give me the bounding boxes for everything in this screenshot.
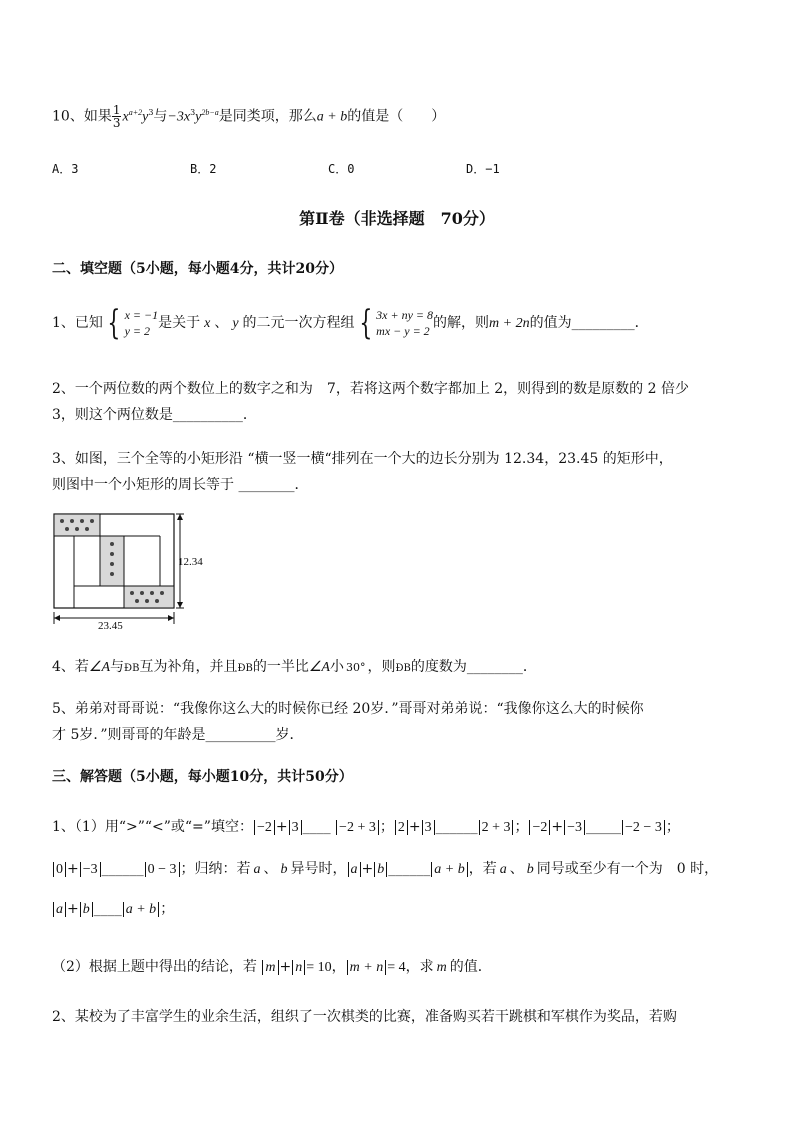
abs-value: −2 [254, 820, 275, 835]
fill-question-3-line2: 则图中一个小矩形的周长等于 ________． [52, 477, 309, 493]
abs-value: −3 [564, 820, 585, 835]
abs-value: 0 − 3 [145, 862, 180, 877]
separator: ； [160, 901, 175, 917]
fill-question-5-line1: 5、弟弟对哥哥说：“我像你这么大的时候你已经 20岁．”哥哥对弟弟说：“我像你这么大的时候你 [52, 701, 644, 717]
fill-question-2-line2: 3，则这个两位数是__________． [52, 407, 257, 423]
variable: b [526, 862, 534, 877]
separator: ； [665, 819, 680, 835]
fill4-text: 与 [110, 659, 125, 675]
expression: m + 2n [489, 316, 530, 331]
term: −3x [167, 109, 191, 125]
solve1-text: 异号时， [290, 861, 347, 877]
abs-value: m [262, 960, 278, 975]
question-10 [52, 104, 445, 129]
abs-value: −3 [80, 862, 101, 877]
solve-question-2-line1: 2、某校为了丰富学生的业余生活，组织了一次棋类的比赛，准备购买若干跳棋和军棋作为奖品，若购 [52, 1009, 677, 1025]
q10-text: 与 [153, 108, 168, 125]
abs-value: 3 [289, 820, 302, 835]
separator: 、 [509, 861, 524, 877]
variable: a [499, 862, 507, 877]
fraction: $\frac{1}{3}$ [112, 103, 121, 130]
abs-value: 2 + 3 [479, 820, 514, 835]
solve1-text: 1、（1）用“>”“<”或“=”填空： [52, 819, 253, 835]
abs-value: m + n [347, 960, 387, 975]
blank: ____ [93, 901, 122, 917]
angle: ÐB [237, 663, 253, 674]
equation: 3x + ny = 8 [376, 308, 434, 322]
equation: x = −1 [124, 308, 159, 322]
fill1-text: 1、已知 [52, 315, 103, 331]
rectangle-figure [52, 512, 232, 638]
solve1-text: 的值． [449, 959, 492, 975]
solve1-text: 同号或至少有一个为 0 时， [536, 861, 719, 877]
fill4-text: 的度数为________． [410, 659, 537, 675]
variable: m [436, 960, 447, 975]
exponent: a+2 [128, 107, 143, 117]
q10-prefix: 10、如果 [52, 108, 112, 125]
solve1-text: ；归纳：若 [180, 861, 251, 877]
abs-value: 3 [422, 820, 435, 835]
plus-sign: + [408, 819, 421, 835]
angle: ∠A [308, 660, 330, 675]
blank: ____ [302, 819, 331, 835]
option-c: C．0 [328, 162, 355, 176]
abs-value: a + b [431, 862, 467, 877]
fill-question-3-line1: 3、如图，三个全等的小矩形沿 “横一竖一横“排列在一个大的边长分别为 12.34，23.45 的矩形中， [52, 451, 673, 467]
plus-sign: + [67, 861, 79, 877]
abs-value: a [348, 862, 361, 877]
abs-value: a + b [123, 902, 159, 917]
equation-value: = 10 [306, 960, 332, 975]
variable: y [232, 316, 239, 331]
abs-value: n [292, 960, 305, 975]
solve-question-1-part2 [52, 956, 492, 976]
q10-text: 的值是（ ） [347, 108, 446, 125]
solve1-text: ，求 [405, 959, 434, 975]
degree-value: 30° [345, 661, 366, 674]
option-a: A．3 [52, 162, 79, 176]
abs-value: b [374, 862, 387, 877]
angle: ÐB [395, 663, 411, 674]
plus-sign: + [67, 901, 79, 917]
option-b: B．2 [190, 162, 217, 176]
q10-text: 是同类项，那么 [218, 108, 317, 125]
section3-title: 三、解答题（5小题，每小题10分，共计50分） [52, 769, 353, 785]
term: y [195, 109, 202, 125]
brace-icon: { [107, 303, 121, 343]
brace-icon: { [358, 303, 372, 343]
exponent: 3 [190, 107, 196, 117]
blank: _____ [586, 819, 622, 835]
plus-sign: + [551, 819, 564, 835]
fill-question-2-line1: 2、一个两位数的两个数位上的数字之和为 7，若将这两个数字都加上 2，则得到的数是原数的 2 倍少 [52, 381, 689, 397]
abs-value: −2 + 3 [336, 820, 379, 835]
solve-question-1-line2 [52, 858, 718, 878]
blank: ______ [101, 861, 144, 877]
exponent: 3 [148, 107, 154, 117]
section2-title: 二、填空题（5小题，每小题4分，共计20分） [52, 261, 343, 277]
plus-sign: + [279, 959, 292, 975]
fill-question-1 [52, 303, 649, 343]
fill4-text: 互为补角，并且 [139, 659, 238, 675]
variable: b [280, 862, 288, 877]
angle: ÐB [124, 663, 140, 674]
term: x [122, 109, 129, 125]
height-label: 12.34 [178, 556, 203, 568]
solve-question-1-line3 [52, 898, 174, 918]
abs-value: −2 [529, 820, 550, 835]
abs-value: 0 [53, 862, 66, 877]
separator: ； [379, 819, 394, 835]
rectangle-diagram [52, 512, 232, 638]
equation-system [103, 303, 159, 343]
fill4-text: 4、若 [52, 659, 89, 675]
solve-question-1-line1 [52, 816, 680, 836]
equation: y = 2 [124, 324, 150, 338]
solve1-text: ，若 [468, 861, 497, 877]
fill-question-4 [52, 656, 537, 676]
term: y [142, 109, 149, 125]
fill1-text: 的值为_________． [529, 315, 649, 331]
expression: a + b [316, 109, 348, 125]
exponent: 2b−a [201, 107, 219, 117]
part2-title: 第Ⅱ卷（非选择题 70分） [299, 209, 495, 228]
abs-value: −2 − 3 [622, 820, 665, 835]
fill4-text: ，则 [367, 659, 396, 675]
plus-sign: + [361, 861, 374, 877]
solve1-text: （2）根据上题中得出的结论，若 [52, 959, 257, 975]
abs-value: b [80, 902, 93, 917]
variable: a [253, 862, 261, 877]
fill4-text: 小 [329, 659, 344, 675]
abs-value: 2 [395, 820, 408, 835]
variable: x [204, 316, 211, 331]
separator: ， [331, 959, 346, 975]
fill-question-5-line2: 才 5岁．”则哥哥的年龄是__________岁． [52, 727, 304, 743]
fill1-text: 的二元一次方程组 [242, 315, 355, 331]
equation-system [355, 303, 434, 343]
separator: ； [514, 819, 529, 835]
blank: ______ [435, 819, 478, 835]
plus-sign: + [275, 819, 288, 835]
fill1-text: 的解，则 [433, 315, 490, 331]
separator: 、 [263, 861, 278, 877]
equation: mx − y = 2 [376, 324, 430, 338]
blank: ______ [388, 861, 431, 877]
equation-value: = 4 [387, 960, 406, 975]
fill1-text: 、 [214, 315, 229, 331]
fill4-text: 的一半比 [252, 659, 309, 675]
abs-value: a [53, 902, 66, 917]
fill1-text: 是关于 [158, 315, 201, 331]
angle: ∠A [88, 660, 111, 675]
option-d: D．−1 [466, 162, 500, 176]
width-label: 23.45 [98, 620, 123, 632]
